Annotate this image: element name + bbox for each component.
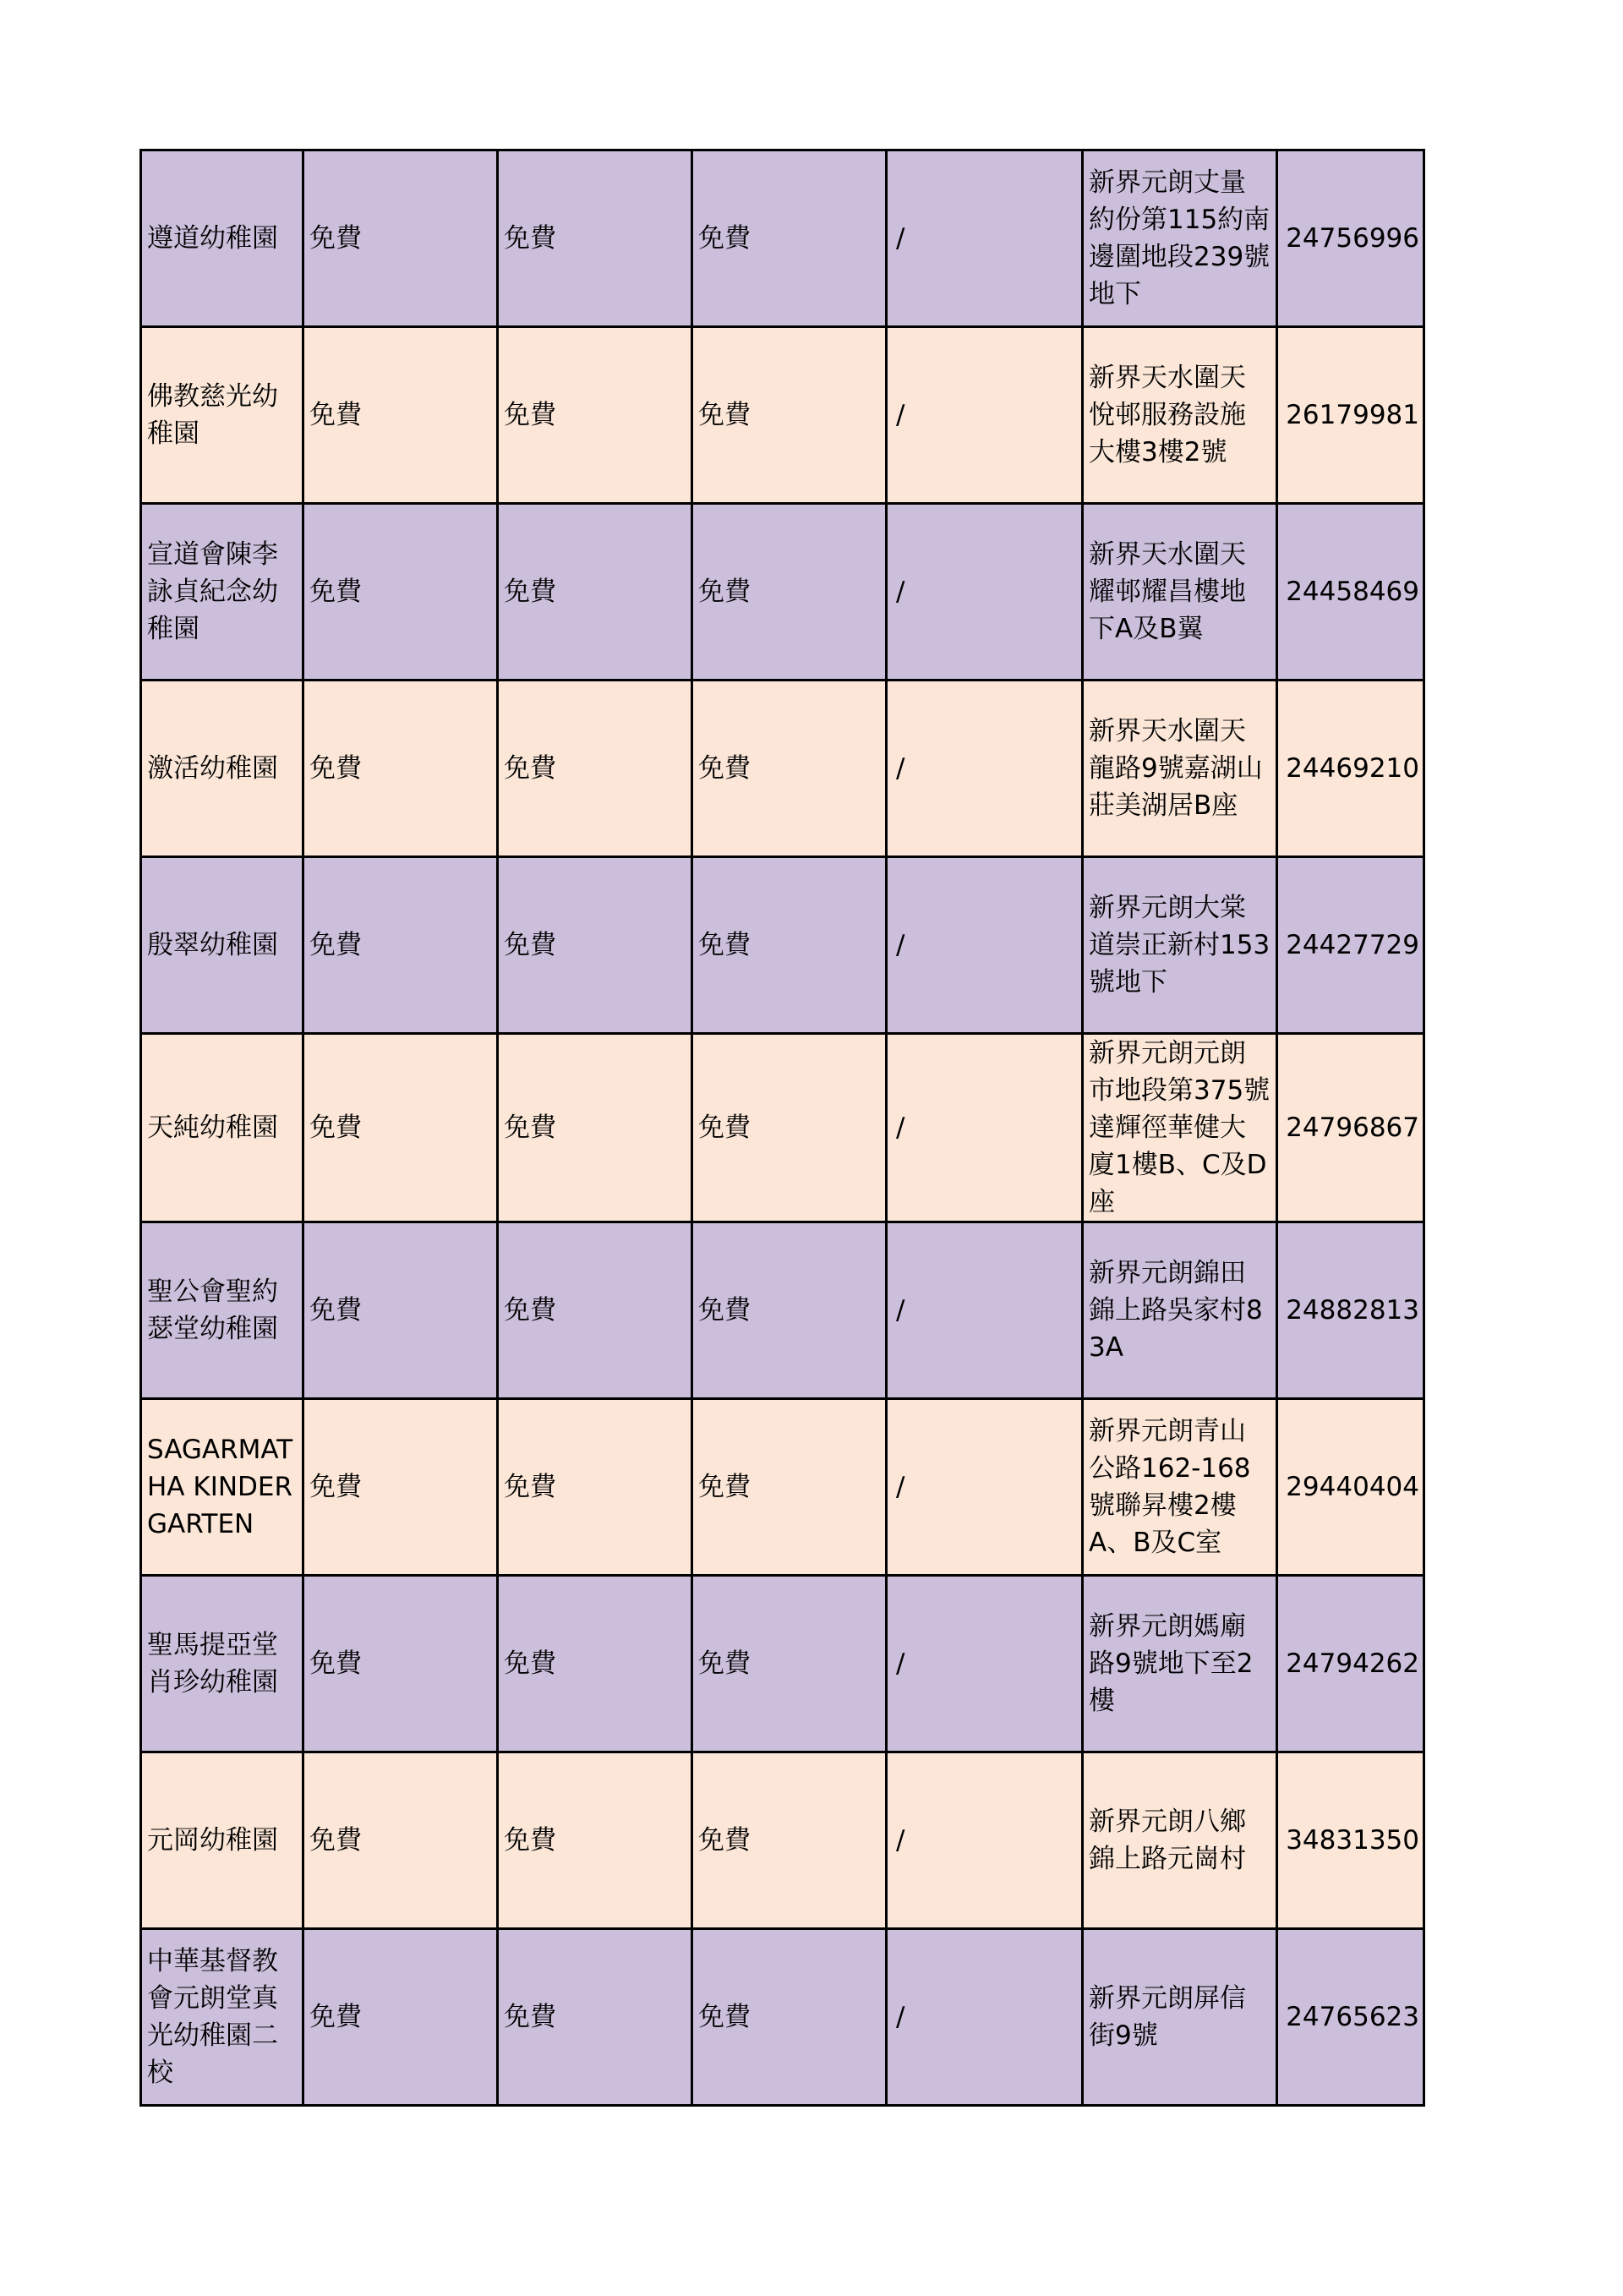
phone-cell: 24882813 [1277,1222,1424,1399]
fee-cell-1: 免費 [303,327,498,504]
phone-cell: 29440404 [1277,1399,1424,1576]
address-cell: 新界元朗青山公路162-168號聯昇樓2樓A、B及C室 [1083,1399,1277,1576]
address-cell: 新界天水圍天龍路9號嘉湖山莊美湖居B座 [1083,681,1277,857]
fee-cell-3: 免費 [692,1576,887,1752]
slash-cell: / [887,504,1083,681]
fee-cell-2: 免費 [498,1222,692,1399]
fee-cell-2: 免費 [498,504,692,681]
address-cell: 新界天水圍天耀邨耀昌樓地下A及B翼 [1083,504,1277,681]
fee-cell-2: 免費 [498,681,692,857]
kindergarten-name-cell: 激活幼稚園 [141,681,303,857]
phone-cell: 24469210 [1277,681,1424,857]
phone-cell: 24796867 [1277,1034,1424,1222]
fee-cell-1: 免費 [303,150,498,327]
table-row [141,150,1424,327]
fee-cell-2: 免費 [498,857,692,1034]
fee-cell-3: 免費 [692,681,887,857]
fee-cell-2: 免費 [498,150,692,327]
address-cell: 新界元朗屏信街9號 [1083,1929,1277,2106]
fee-cell-3: 免費 [692,1034,887,1222]
fee-cell-1: 免費 [303,1034,498,1222]
table-row [141,1929,1424,2106]
fee-cell-2: 免費 [498,327,692,504]
phone-cell: 24794262 [1277,1576,1424,1752]
phone-cell: 24458469 [1277,504,1424,681]
slash-cell: / [887,1034,1083,1222]
kindergarten-name-cell: 中華基督教會元朗堂真光幼稚園二校 [141,1929,303,2106]
slash-cell: / [887,1576,1083,1752]
fee-cell-3: 免費 [692,504,887,681]
slash-cell: / [887,1399,1083,1576]
phone-cell: 24756996 [1277,150,1424,327]
kindergarten-name-cell: SAGARMATHA KINDERGARTEN [141,1399,303,1576]
address-cell: 新界元朗八鄉錦上路元崗村 [1083,1752,1277,1929]
kindergarten-name-cell: 聖公會聖約瑟堂幼稚園 [141,1222,303,1399]
slash-cell: / [887,681,1083,857]
fee-cell-2: 免費 [498,1399,692,1576]
slash-cell: / [887,150,1083,327]
fee-cell-2: 免費 [498,1034,692,1222]
slash-cell: / [887,1929,1083,2106]
fee-cell-2: 免費 [498,1576,692,1752]
kindergarten-name-cell: 聖馬提亞堂肖珍幼稚園 [141,1576,303,1752]
fee-cell-3: 免費 [692,1929,887,2106]
phone-cell: 34831350 [1277,1752,1424,1929]
address-cell: 新界元朗大棠道崇正新村153號地下 [1083,857,1277,1034]
table-row [141,1034,1424,1222]
fee-cell-1: 免費 [303,1576,498,1752]
table-row [141,1576,1424,1752]
address-cell: 新界元朗丈量約份第115約南邊圍地段239號地下 [1083,150,1277,327]
table-row [141,681,1424,857]
slash-cell: / [887,1222,1083,1399]
kindergarten-name-cell: 殷翠幼稚園 [141,857,303,1034]
fee-cell-2: 免費 [498,1752,692,1929]
phone-cell: 26179981 [1277,327,1424,504]
slash-cell: / [887,857,1083,1034]
fee-cell-3: 免費 [692,327,887,504]
fee-cell-1: 免費 [303,1399,498,1576]
address-cell: 新界元朗元朗市地段第375號達輝徑華健大廈1樓B、C及D座 [1083,1034,1277,1222]
address-cell: 新界天水圍天悅邨服務設施大樓3樓2號 [1083,327,1277,504]
kindergarten-name-cell: 遵道幼稚園 [141,150,303,327]
table-row [141,1752,1424,1929]
fee-cell-3: 免費 [692,1752,887,1929]
slash-cell: / [887,1752,1083,1929]
fee-cell-3: 免費 [692,150,887,327]
kindergarten-table [139,149,1425,2107]
table-body [141,150,1424,2106]
fee-cell-3: 免費 [692,857,887,1034]
fee-cell-1: 免費 [303,1222,498,1399]
table-row [141,327,1424,504]
kindergarten-name-cell: 宣道會陳李詠貞紀念幼稚園 [141,504,303,681]
kindergarten-name-cell: 佛教慈光幼稚園 [141,327,303,504]
table-row [141,1399,1424,1576]
table-row [141,504,1424,681]
fee-cell-1: 免費 [303,1752,498,1929]
fee-cell-1: 免費 [303,681,498,857]
slash-cell: / [887,327,1083,504]
phone-cell: 24427729 [1277,857,1424,1034]
fee-cell-3: 免費 [692,1399,887,1576]
fee-cell-1: 免費 [303,1929,498,2106]
kindergarten-name-cell: 天純幼稚園 [141,1034,303,1222]
fee-cell-1: 免費 [303,857,498,1034]
address-cell: 新界元朗錦田錦上路吳家村83A [1083,1222,1277,1399]
phone-cell: 24765623 [1277,1929,1424,2106]
kindergarten-name-cell: 元岡幼稚園 [141,1752,303,1929]
fee-cell-3: 免費 [692,1222,887,1399]
table-row [141,857,1424,1034]
fee-cell-1: 免費 [303,504,498,681]
table-row [141,1222,1424,1399]
fee-cell-2: 免費 [498,1929,692,2106]
address-cell: 新界元朗媽廟路9號地下至2樓 [1083,1576,1277,1752]
